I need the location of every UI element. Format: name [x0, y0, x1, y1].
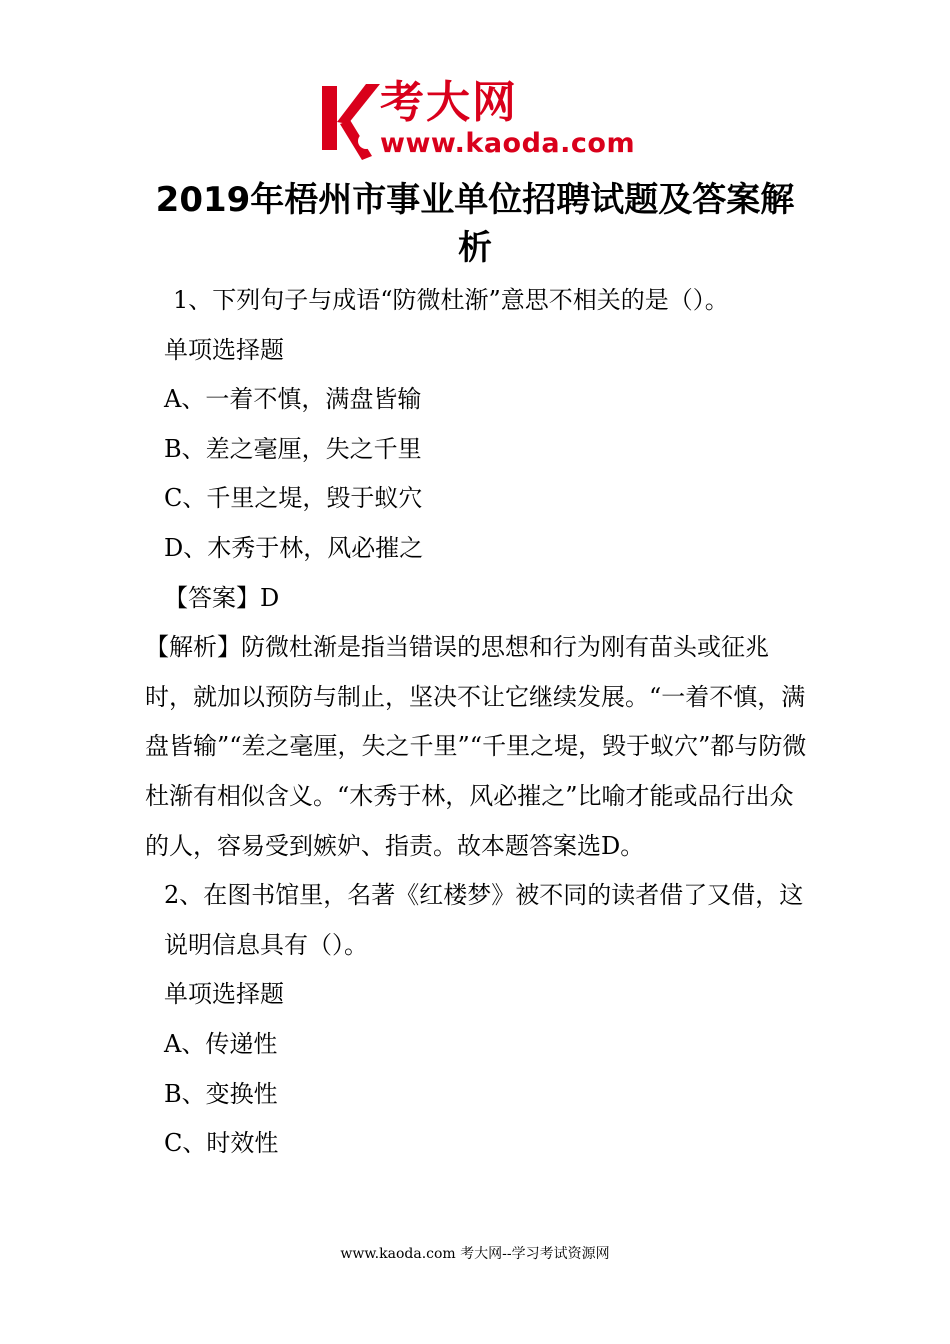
document-body: [145, 276, 810, 1169]
question-1-analysis: 【解析】防微杜渐是指当错误的思想和行为刚有苗头或征兆时，就加以预防与制止，坚决不让它继续发展。“一着不慎，满盘皆输”“差之毫厘，失之千里”“千里之堤，毁于蚁穴”都与防微杜渐有相似含义。“木秀于林，风必摧之”比喻才能或品行出众的人，容易受到嫉妒、指责。故本题答案选D。: [145, 633, 807, 860]
question-2-stem: 2、在图书馆里，名著《红楼梦》被不同的读者借了又借，这说明信息具有（）。: [164, 881, 804, 959]
question-2-option-b: B、变换性: [164, 1079, 278, 1108]
page-footer: www.kaoda.com 考大网--学习考试资源网: [340, 1246, 610, 1262]
question-1-option-b: B、差之毫厘，失之千里: [164, 434, 422, 463]
question-1-type: 单项选择题: [164, 335, 284, 364]
k-logo-icon: [318, 78, 382, 162]
question-2-type: 单项选择题: [164, 980, 284, 1009]
document-title: 2019年梧州市事业单位招聘试题及答案解析: [155, 180, 795, 268]
question-1-option-d: D、木秀于林，风必摧之: [164, 533, 424, 562]
question-2-option-c: C、时效性: [164, 1129, 279, 1158]
site-logo: [318, 78, 638, 162]
question-1-option-c: C、千里之堤，毁于蚁穴: [164, 484, 423, 513]
question-1-option-a: A、一着不慎，满盘皆输: [164, 385, 422, 414]
question-1-stem: 1、下列句子与成语“防微杜渐”意思不相关的是（）。: [173, 286, 729, 314]
question-2-option-a: A、传递性: [164, 1029, 278, 1058]
question-1-answer: 【答案】D: [164, 583, 280, 612]
logo-url: www.kaoda.com: [380, 128, 636, 159]
logo-name: 考大网: [380, 77, 518, 128]
